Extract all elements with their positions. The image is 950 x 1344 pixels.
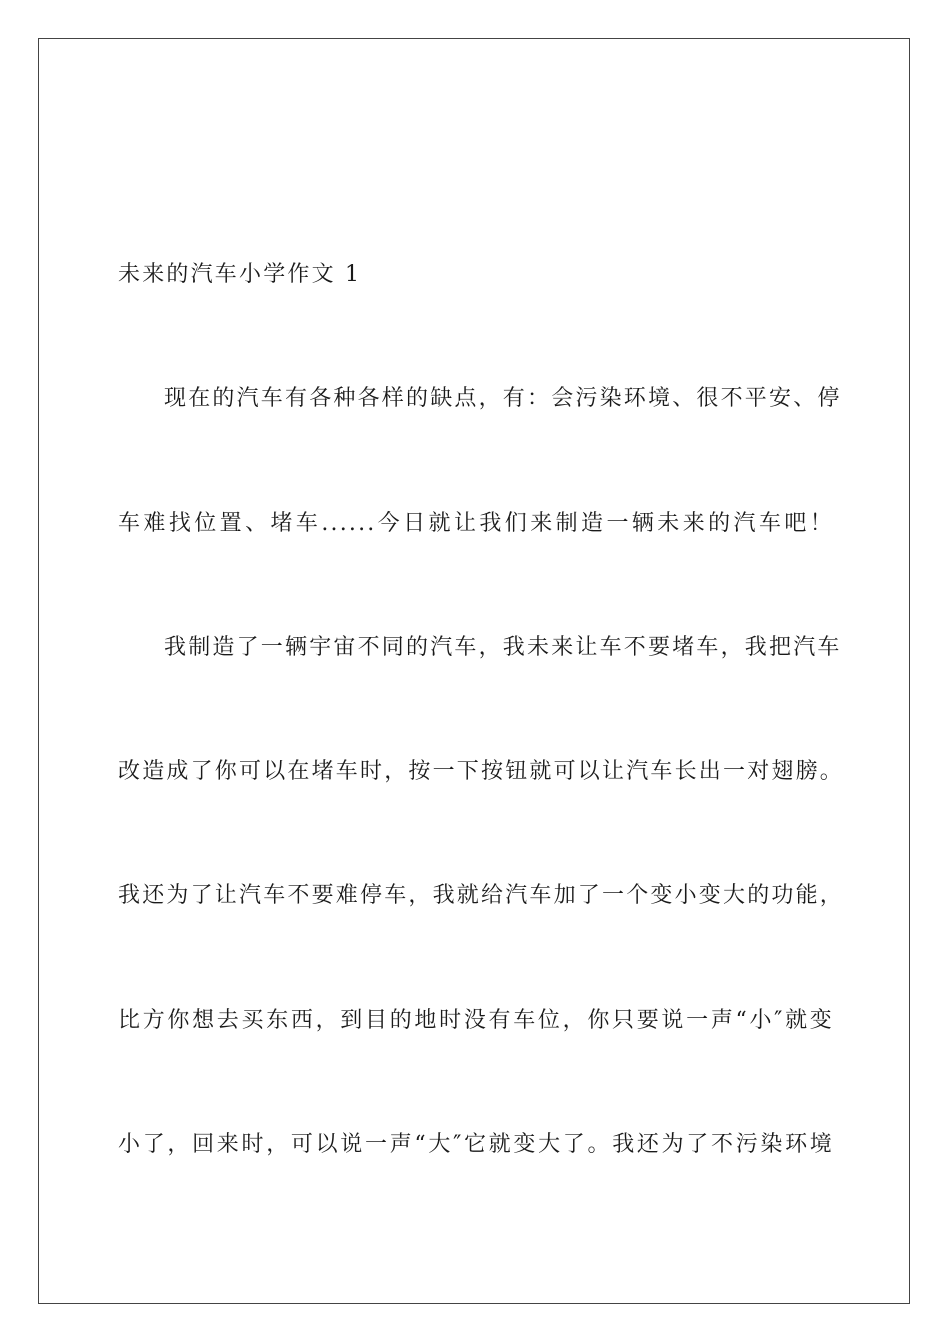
paragraph-line: 车难找位置、堵车......今日就让我们来制造一辆未来的汽车吧！	[118, 511, 834, 536]
paragraph-line: 现在的汽车有各种各样的缺点，有：会污染环境、很不平安、停	[164, 386, 842, 411]
paragraph-line: 小了，回来时，可以说一声“大″它就变大了。我还为了不污染环境	[118, 1132, 834, 1157]
paragraph-line: 比方你想去买东西，到目的地时没有车位，你只要说一声“小″就变	[118, 1008, 834, 1033]
paragraph-line: 我还为了让汽车不要难停车，我就给汽车加了一个变小变大的功能，	[118, 883, 845, 908]
document-title: 未来的汽车小学作文 1	[118, 262, 362, 287]
paragraph-line: 改造成了你可以在堵车时，按一下按钮就可以让汽车长出一对翅膀。	[118, 759, 845, 784]
page-border	[38, 38, 910, 1304]
paragraph-line: 我制造了一辆宇宙不同的汽车，我未来让车不要堵车，我把汽车	[164, 635, 842, 660]
